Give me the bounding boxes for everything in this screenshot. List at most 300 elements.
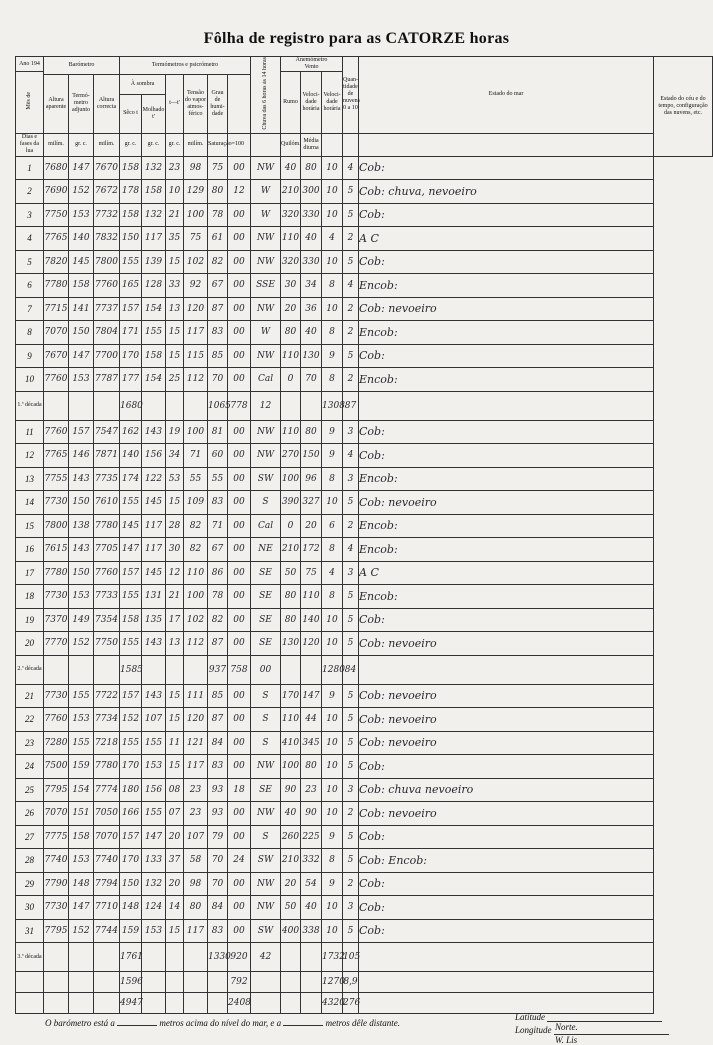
cell-ta: 147 [69, 344, 94, 368]
cell-tv: 92 [184, 274, 208, 298]
altura-aparente-header: Altura aparente [44, 74, 69, 133]
decada-cell [166, 943, 184, 972]
decada-cell [69, 943, 94, 972]
cell-tv: 98 [184, 872, 208, 896]
cell-vh: 90 [281, 778, 301, 802]
cell-mar: 5 [343, 632, 359, 656]
cell-tv: 82 [184, 514, 208, 538]
cell-ch: 00 [228, 203, 251, 227]
chuva-header: Chuva das 6 horas às 14 horas [251, 57, 281, 134]
cell-estado: Cob: [359, 608, 654, 632]
decada-cell [184, 391, 208, 420]
cell-vh: 40 [281, 156, 301, 180]
cell-vh: 400 [281, 919, 301, 943]
cell-estado: Cob: Encob: [359, 849, 654, 873]
cell-mar: 5 [343, 919, 359, 943]
cell-tt: 23 [166, 156, 184, 180]
cell-vh: 30 [281, 274, 301, 298]
cell-ch: 00 [228, 684, 251, 708]
cell-tt: 35 [166, 227, 184, 251]
cell-h: 70 [208, 849, 228, 873]
cell-mar: 4 [343, 444, 359, 468]
cell-tv: 100 [184, 585, 208, 609]
cell-ta: 152 [69, 180, 94, 204]
cell-m: 155 [142, 731, 166, 755]
barometro-header: Barómetro [44, 57, 120, 75]
cell-vm: 172 [301, 538, 322, 562]
cell-r: S [251, 491, 281, 515]
anemometro-header: Anemómetro Vento [281, 57, 343, 72]
decada-cell: 920 [228, 943, 251, 972]
cell-tt: 10 [166, 180, 184, 204]
total-cell [251, 972, 281, 993]
cell-vm: 54 [301, 872, 322, 896]
cell-vh: 20 [281, 297, 301, 321]
cell-ch: 00 [228, 344, 251, 368]
cell-ac: 7672 [94, 180, 120, 204]
cell-vh: 0 [281, 368, 301, 392]
table-row [16, 755, 713, 779]
cell-tv: 58 [184, 849, 208, 873]
cell-aa: 7790 [44, 872, 69, 896]
cell-s: 180 [120, 778, 142, 802]
cell-vh: 170 [281, 684, 301, 708]
cell-q: 9 [322, 444, 343, 468]
day-number: 3 [16, 203, 44, 227]
cell-ac: 7700 [94, 344, 120, 368]
cell-ac: 7780 [94, 514, 120, 538]
decada-label: 2.ª década [16, 655, 44, 684]
cell-ch: 00 [228, 896, 251, 920]
cell-tt: 17 [166, 608, 184, 632]
estado-ceu-header: Estado do céu e do tempo, configuração das nuvens, etc. [654, 57, 713, 157]
cell-ch: 18 [228, 778, 251, 802]
cell-ac: 7705 [94, 538, 120, 562]
cell-ta: 155 [69, 684, 94, 708]
cell-ta: 153 [69, 849, 94, 873]
day-number: 4 [16, 227, 44, 251]
cell-m: 156 [142, 778, 166, 802]
cell-estado: Cob: [359, 156, 654, 180]
total-row [16, 993, 713, 1014]
cell-r: NW [251, 297, 281, 321]
cell-aa: 7280 [44, 731, 69, 755]
cell-m: 133 [142, 849, 166, 873]
cell-estado: Encob: [359, 321, 654, 345]
cell-h: 86 [208, 561, 228, 585]
cell-aa: 7765 [44, 227, 69, 251]
cell-ch: 00 [228, 919, 251, 943]
cell-m: 154 [142, 368, 166, 392]
total-cell [184, 972, 208, 993]
cell-ac: 7871 [94, 444, 120, 468]
cell-m: 145 [142, 561, 166, 585]
cell-vm: 40 [301, 896, 322, 920]
cell-vm: 90 [301, 802, 322, 826]
table-row [16, 585, 713, 609]
cell-m: 147 [142, 825, 166, 849]
humidade-header: Grau de humi-dade [208, 74, 228, 133]
cell-r: NW [251, 227, 281, 251]
cell-s: 177 [120, 368, 142, 392]
unit-label: Média diurna [301, 133, 322, 156]
cell-estado: Encob: [359, 585, 654, 609]
table-row [16, 368, 713, 392]
cell-tv: 129 [184, 180, 208, 204]
cell-s: 155 [120, 585, 142, 609]
cell-tt: 53 [166, 467, 184, 491]
cell-ac: 7670 [94, 156, 120, 180]
cell-estado: Encob: [359, 538, 654, 562]
cell-mar: 5 [343, 825, 359, 849]
table-row [16, 274, 713, 298]
cell-tt: 21 [166, 203, 184, 227]
cell-mar: 5 [343, 708, 359, 732]
cell-tv: 23 [184, 778, 208, 802]
cell-r: NW [251, 896, 281, 920]
day-number: 28 [16, 849, 44, 873]
cell-mar: 5 [343, 250, 359, 274]
cell-m: 124 [142, 896, 166, 920]
cell-tt: 08 [166, 778, 184, 802]
cell-m: 117 [142, 514, 166, 538]
cell-ta: 149 [69, 608, 94, 632]
cell-tv: 121 [184, 731, 208, 755]
cell-vh: 20 [281, 872, 301, 896]
cell-q: 9 [322, 344, 343, 368]
cell-h: 93 [208, 778, 228, 802]
cell-h: 78 [208, 585, 228, 609]
cell-h: 82 [208, 608, 228, 632]
unit-label: gr. c. [166, 133, 184, 156]
table-row [16, 491, 713, 515]
cell-q: 10 [322, 203, 343, 227]
cell-q: 9 [322, 684, 343, 708]
table-row [16, 896, 713, 920]
table-row [16, 561, 713, 585]
total-cell: 792 [228, 972, 251, 993]
cell-ac: 7800 [94, 250, 120, 274]
cell-ac: 7733 [94, 585, 120, 609]
cell-tv: 100 [184, 420, 208, 444]
cell-vh: 110 [281, 420, 301, 444]
cell-s: 170 [120, 755, 142, 779]
decada-cell: 937 [208, 655, 228, 684]
cell-q: 8 [322, 368, 343, 392]
decada-cell [281, 655, 301, 684]
table-row [16, 684, 713, 708]
cell-s: 147 [120, 538, 142, 562]
cell-ch: 00 [228, 321, 251, 345]
cell-s: 162 [120, 420, 142, 444]
cell-r: SE [251, 585, 281, 609]
cell-q: 4 [322, 561, 343, 585]
cell-s: 152 [120, 708, 142, 732]
cell-ac: 7760 [94, 274, 120, 298]
cell-mar: 5 [343, 180, 359, 204]
cell-m: 158 [142, 344, 166, 368]
cell-mar: 5 [343, 585, 359, 609]
cell-q: 9 [322, 872, 343, 896]
cell-ta: 146 [69, 444, 94, 468]
day-number: 21 [16, 684, 44, 708]
day-number: 22 [16, 708, 44, 732]
cell-aa: 7730 [44, 684, 69, 708]
cell-s: 150 [120, 227, 142, 251]
cell-ta: 147 [69, 156, 94, 180]
decada-cell [94, 655, 120, 684]
total-cell [44, 993, 69, 1014]
cell-mar: 5 [343, 684, 359, 708]
cell-r: NW [251, 344, 281, 368]
cell-h: 78 [208, 203, 228, 227]
cell-q: 6 [322, 514, 343, 538]
cell-aa: 7820 [44, 250, 69, 274]
cell-h: 85 [208, 344, 228, 368]
cell-h: 71 [208, 514, 228, 538]
cell-h: 67 [208, 274, 228, 298]
cell-ch: 00 [228, 491, 251, 515]
cell-mar: 3 [343, 420, 359, 444]
cell-mar: 4 [343, 538, 359, 562]
cell-r: NW [251, 444, 281, 468]
cell-ac: 7740 [94, 849, 120, 873]
cell-tv: 117 [184, 321, 208, 345]
day-number: 2 [16, 180, 44, 204]
total-cell: 4947 [120, 993, 142, 1014]
decada-cell: 87 [343, 391, 359, 420]
cell-h: 83 [208, 919, 228, 943]
cell-vm: 75 [301, 561, 322, 585]
total-cell: 1596 [120, 972, 142, 993]
cell-ac: 7735 [94, 467, 120, 491]
decada-cell [301, 391, 322, 420]
cell-r: NE [251, 538, 281, 562]
decada-cell [94, 391, 120, 420]
total-cell [69, 993, 94, 1014]
cell-q: 10 [322, 156, 343, 180]
cell-ch: 00 [228, 632, 251, 656]
cell-tt: 15 [166, 321, 184, 345]
cell-h: 61 [208, 227, 228, 251]
cell-vh: 210 [281, 538, 301, 562]
day-number: 30 [16, 896, 44, 920]
cell-tt: 15 [166, 755, 184, 779]
cell-q: 10 [322, 180, 343, 204]
table-row [16, 156, 713, 180]
total-cell [166, 993, 184, 1014]
cell-tv: 75 [184, 227, 208, 251]
cell-vh: 130 [281, 632, 301, 656]
cell-ch: 00 [228, 250, 251, 274]
cell-estado: Cob: nevoeiro [359, 491, 654, 515]
cell-ac: 7734 [94, 708, 120, 732]
cell-ac: 7050 [94, 802, 120, 826]
decada-cell: 84 [343, 655, 359, 684]
cell-mar: 4 [343, 156, 359, 180]
decada-cell [44, 943, 69, 972]
cell-vm: 40 [301, 321, 322, 345]
cell-ta: 153 [69, 708, 94, 732]
cell-aa: 7680 [44, 156, 69, 180]
cell-r: SE [251, 561, 281, 585]
cell-ac: 7774 [94, 778, 120, 802]
cell-ac: 7794 [94, 872, 120, 896]
cell-r: W [251, 203, 281, 227]
total-cell [208, 993, 228, 1014]
decada-cell: 778 [228, 391, 251, 420]
cell-aa: 7795 [44, 778, 69, 802]
cell-aa: 7775 [44, 825, 69, 849]
cell-ta: 158 [69, 825, 94, 849]
table-row [16, 778, 713, 802]
cell-ch: 00 [228, 872, 251, 896]
total-cell [16, 993, 44, 1014]
day-number: 13 [16, 467, 44, 491]
unit-label: milím. [94, 133, 120, 156]
cell-vh: 80 [281, 585, 301, 609]
cell-r: SW [251, 849, 281, 873]
cell-ac: 7354 [94, 608, 120, 632]
cell-tv: 117 [184, 919, 208, 943]
cell-ac: 7760 [94, 561, 120, 585]
page-title: Fôlha de registro para as CATORZE horas [203, 30, 510, 47]
cell-q: 9 [322, 420, 343, 444]
cell-h: 84 [208, 731, 228, 755]
cell-ch: 00 [228, 561, 251, 585]
cell-m: 117 [142, 538, 166, 562]
cell-q: 4 [322, 227, 343, 251]
cell-estado: Cob: [359, 444, 654, 468]
cell-q: 10 [322, 250, 343, 274]
cell-s: 165 [120, 274, 142, 298]
cell-q: 10 [322, 896, 343, 920]
cell-h: 85 [208, 684, 228, 708]
decada-cell [142, 391, 166, 420]
cell-aa: 7370 [44, 608, 69, 632]
day-number: 12 [16, 444, 44, 468]
cell-ta: 138 [69, 514, 94, 538]
cell-tv: 110 [184, 561, 208, 585]
cell-vm: 40 [301, 227, 322, 251]
cell-vm: 150 [301, 444, 322, 468]
cell-estado: Cob: [359, 203, 654, 227]
decada-cell [94, 943, 120, 972]
day-number: 26 [16, 802, 44, 826]
total-cell [251, 993, 281, 1014]
cell-vm: 120 [301, 632, 322, 656]
cell-q: 10 [322, 632, 343, 656]
cell-s: 170 [120, 344, 142, 368]
cell-r: W [251, 321, 281, 345]
day-number: 20 [16, 632, 44, 656]
cell-tv: 111 [184, 684, 208, 708]
cell-ta: 152 [69, 919, 94, 943]
cell-s: 155 [120, 632, 142, 656]
decada-cell: 42 [251, 943, 281, 972]
cell-ta: 145 [69, 250, 94, 274]
cell-ch: 00 [228, 538, 251, 562]
cell-vm: 345 [301, 731, 322, 755]
day-number: 9 [16, 344, 44, 368]
total-cell: 276 [343, 993, 359, 1014]
cell-s: 145 [120, 514, 142, 538]
tensao-header: Tensão do vapor atmos-férico [184, 74, 208, 133]
unit-label: milím. [44, 133, 69, 156]
cell-ta: 155 [69, 731, 94, 755]
cell-mar: 4 [343, 274, 359, 298]
total-cell [69, 972, 94, 993]
longitude-line: Longitude W. Lis [515, 1025, 713, 1045]
cell-q: 10 [322, 491, 343, 515]
cell-tt: 07 [166, 802, 184, 826]
decada-cell [359, 391, 654, 420]
day-number: 18 [16, 585, 44, 609]
cell-tt: 30 [166, 538, 184, 562]
cell-ta: 147 [69, 896, 94, 920]
cell-tv: 102 [184, 250, 208, 274]
cell-aa: 7500 [44, 755, 69, 779]
cell-m: 135 [142, 608, 166, 632]
cell-vh: 110 [281, 344, 301, 368]
cell-ta: 153 [69, 203, 94, 227]
decada-cell: 1680 [120, 391, 142, 420]
cell-vh: 390 [281, 491, 301, 515]
cell-tv: 71 [184, 444, 208, 468]
cell-estado: Cob: nevoeiro [359, 708, 654, 732]
cell-h: 67 [208, 538, 228, 562]
cell-vh: 50 [281, 561, 301, 585]
cell-aa: 7760 [44, 708, 69, 732]
unit-label: gr. c. [69, 133, 94, 156]
cell-r: S [251, 708, 281, 732]
cell-h: 60 [208, 444, 228, 468]
decada-cell [166, 655, 184, 684]
vel-horaria-header: Veloci-dade horária [301, 72, 322, 134]
cell-s: 178 [120, 180, 142, 204]
cell-tt: 34 [166, 444, 184, 468]
cell-mar: 2 [343, 297, 359, 321]
total-cell [94, 972, 120, 993]
cell-m: 155 [142, 802, 166, 826]
cell-mar: 5 [343, 203, 359, 227]
cell-estado: Cob: chuva nevoeiro [359, 778, 654, 802]
cell-ta: 157 [69, 420, 94, 444]
cell-h: 87 [208, 297, 228, 321]
cell-ta: 151 [69, 802, 94, 826]
day-number: 5 [16, 250, 44, 274]
cell-aa: 7070 [44, 802, 69, 826]
cell-ac: 7547 [94, 420, 120, 444]
cell-m: 145 [142, 491, 166, 515]
table-row [16, 297, 713, 321]
cell-m: 158 [142, 180, 166, 204]
cell-ta: 143 [69, 538, 94, 562]
cell-tt: 33 [166, 274, 184, 298]
termometro-adjunto-header: Termó-metro adjunto [69, 74, 94, 133]
cell-r: S [251, 825, 281, 849]
cell-aa: 7715 [44, 297, 69, 321]
decada-cell [142, 655, 166, 684]
cell-h: 93 [208, 802, 228, 826]
cell-vm: 23 [301, 778, 322, 802]
molhado-header: Molhado t' [142, 94, 166, 133]
cell-ac: 7218 [94, 731, 120, 755]
decada-label: 3.ª década [16, 943, 44, 972]
cell-tv: 115 [184, 344, 208, 368]
cell-tt: 15 [166, 708, 184, 732]
cell-vm: 80 [301, 755, 322, 779]
